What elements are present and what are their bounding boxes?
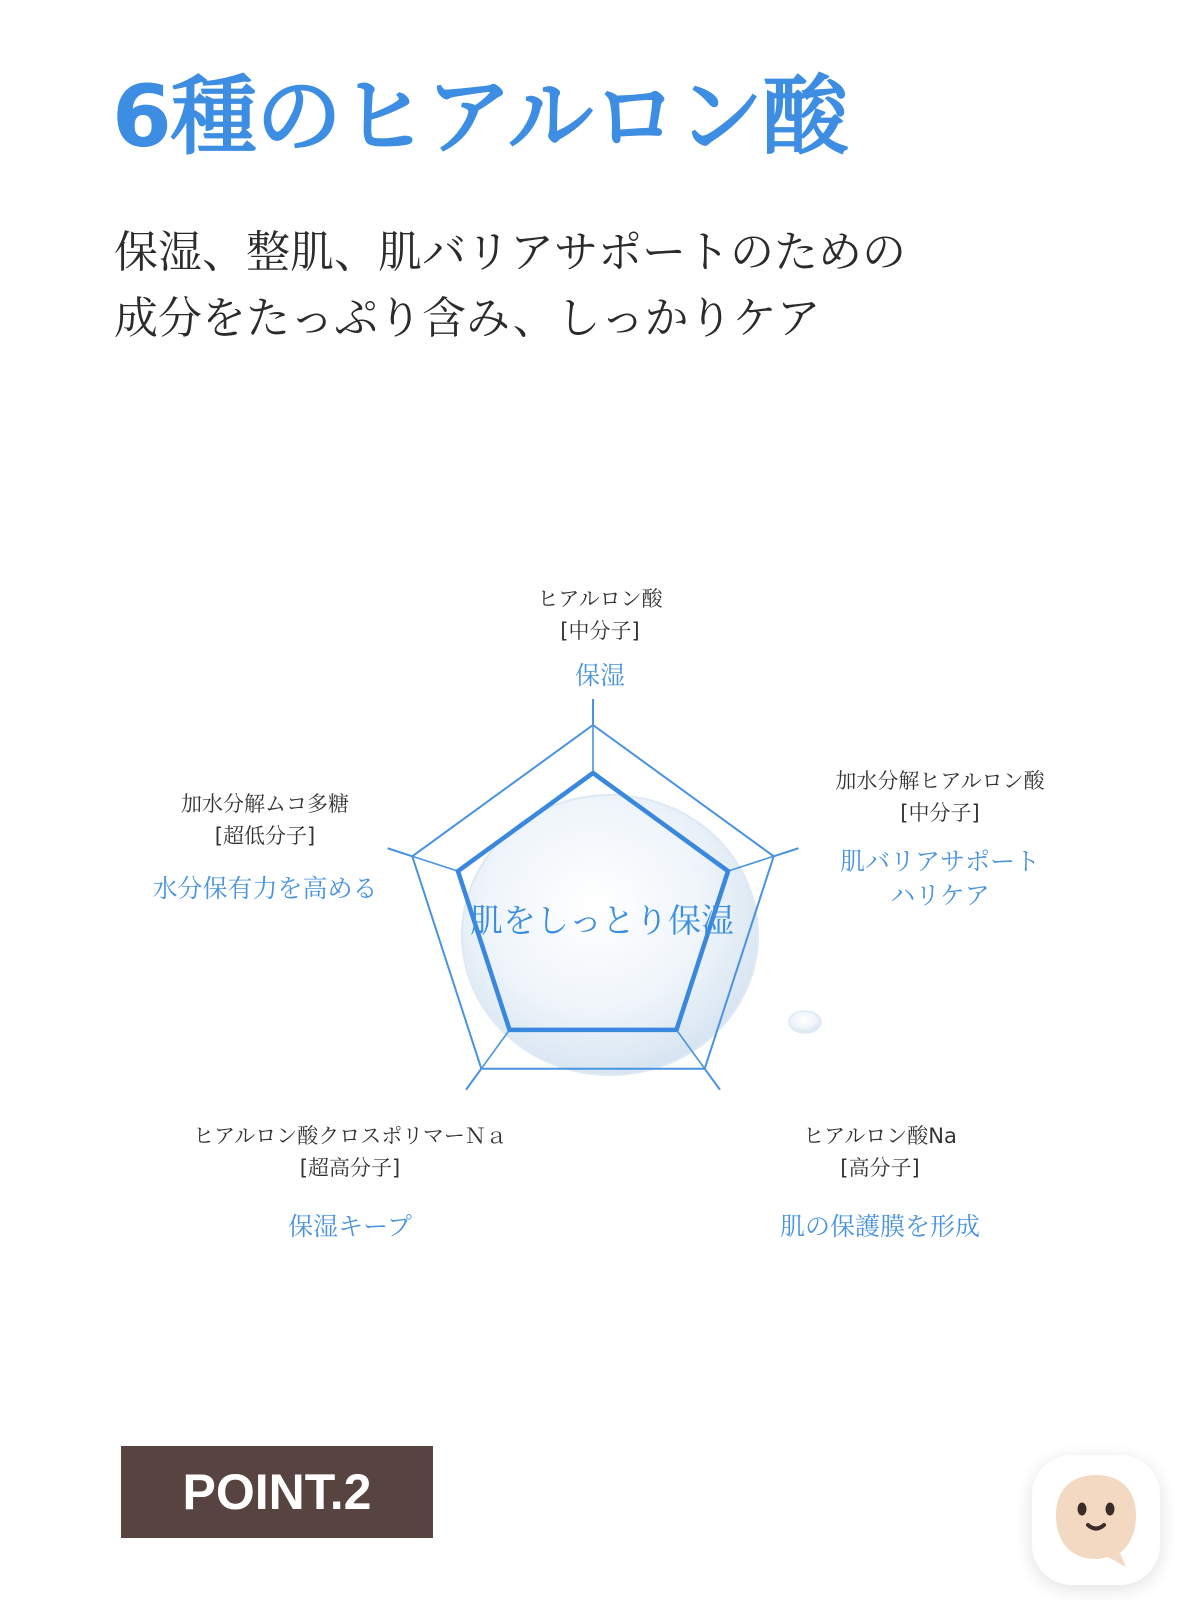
ingredient-function: 保湿キープ [288,1212,412,1241]
radar-axis-tick-4 [466,1069,481,1090]
chat-bubble-icon [1050,1469,1142,1569]
label-hydrolyzed-mucopolysaccharide [140,788,390,906]
label-hydrolyzed-hyaluronic-acid [800,765,1080,913]
radar-axis-line-4 [481,1030,509,1069]
molecule-size: [超低分子] [214,824,316,848]
ingredient-name: ヒアルロン酸クロスポリマーＮａ [193,1124,507,1148]
center-text: 肌をしっとり保湿 [470,901,734,940]
point-badge: POINT.2 [121,1446,433,1538]
page-title: 6種のヒアルロン酸 [112,67,848,167]
radar-axis-tick-5 [388,848,413,856]
chat-button[interactable] [1032,1455,1160,1585]
label-hyaluronic-acid [490,583,710,693]
ingredient-function: 保湿 [574,661,625,690]
water-droplet-small [789,1011,821,1033]
radar-axis-line-5 [412,856,458,871]
ingredient-function: 肌の保護膜を形成 [779,1212,980,1241]
molecule-size: [超高分子] [299,1156,401,1180]
subtitle-line-1: 保湿、整肌、肌バリアサポートのための [114,227,906,278]
label-sodium-hyaluronate [760,1120,1000,1244]
radar-axis-tick-3 [705,1069,720,1090]
ingredient-name: ヒアルロン酸 [537,587,663,611]
ingredient-name: 加水分解ヒアルロン酸 [835,769,1045,793]
molecule-size: [高分子] [840,1156,920,1180]
ingredient-function: 水分保有力を高める [152,874,378,903]
subtitle-line-2: 成分をたっぷり含み、しっかりケア [114,293,821,344]
molecule-size: [中分子] [900,801,980,825]
label-hyaluronic-crosspolymer [180,1120,520,1244]
molecule-size: [中分子] [560,619,640,643]
radar-axis-tick-2 [774,848,799,856]
ingredient-name: 加水分解ムコ多糖 [181,792,349,816]
ingredient-function: 肌バリアサポート [839,847,1040,876]
ingredient-function-2: ハリケア [890,881,990,910]
ingredient-name: ヒアルロン酸Na [803,1124,957,1148]
